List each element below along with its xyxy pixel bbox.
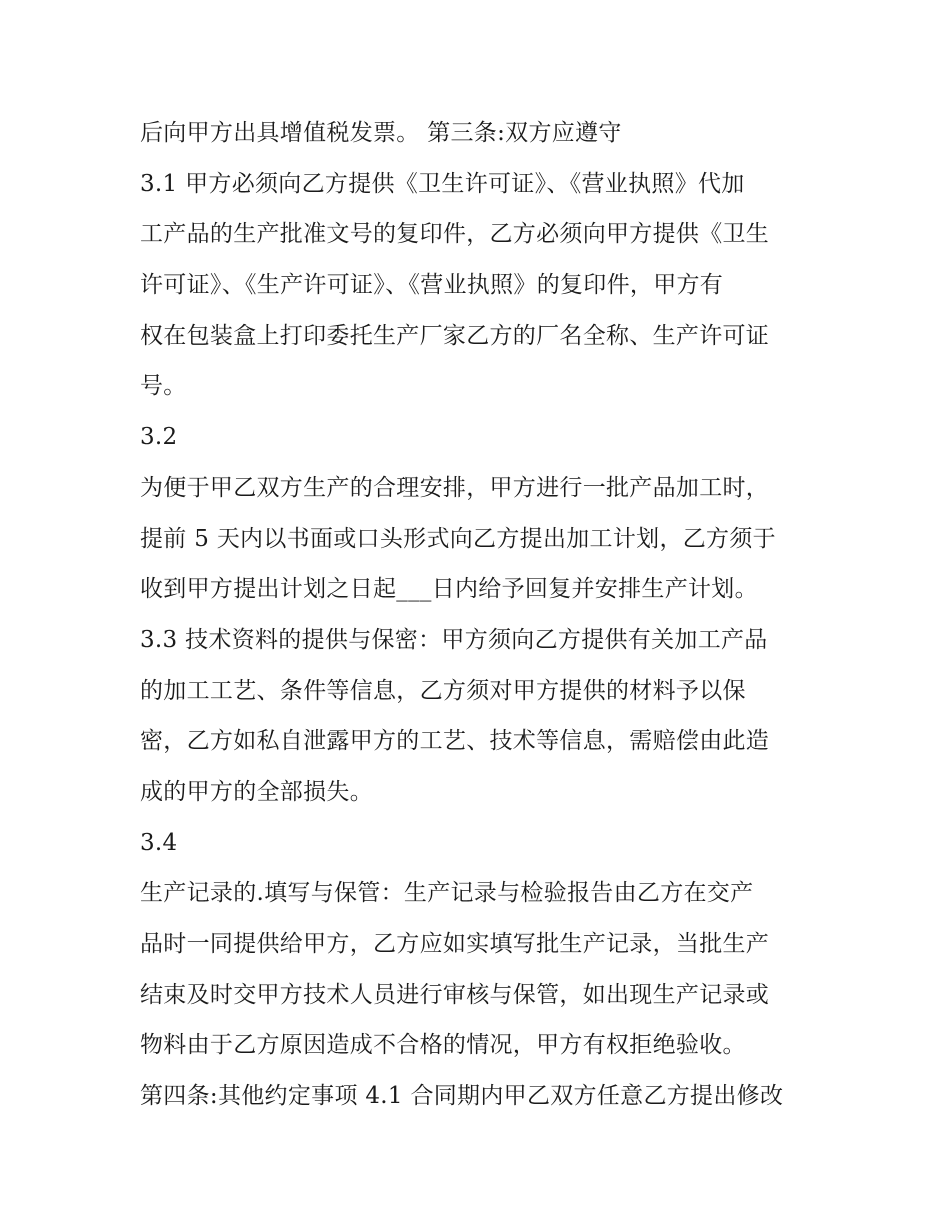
text-line: 第四条:其他约定事项 4.1 合同期内甲乙双方任意乙方提出修改 <box>140 1083 784 1110</box>
text-line: 品时一同提供给甲方，乙方应如实填写批生产记录，当批生产 <box>140 931 770 957</box>
text-line: 后向甲方出具增值税发票。 第三条:双方应遵守 <box>140 120 622 146</box>
text-line: 生产记录的.填写与保管：生产记录与检验报告由乙方在交产 <box>140 880 754 907</box>
text-line: 提前 5 天内以书面或口头形式向乙方提出加工计划，乙方须于 <box>140 525 776 552</box>
text-line: 号。 <box>140 373 187 400</box>
text-line: 权在包装盒上打印委托生产厂家乙方的厂名全称、生产许可证 <box>140 322 770 349</box>
text-line: 物料由于乙方原因造成不合格的情况，甲方有权拒绝验收。 <box>140 1032 746 1059</box>
text-line: 密，乙方如私自泄露甲方的工艺、技术等信息，需赔偿由此造 <box>140 728 770 755</box>
text-line: 收到甲方提出计划之日起___日内给予回复并安排生产计划。 <box>140 576 758 603</box>
document-body <box>140 108 820 1122</box>
text-line: 成的甲方的全部损失。 <box>140 778 373 805</box>
text-line: 3.4 <box>140 829 178 856</box>
text-line: 许可证》、《生产许可证》、《营业执照》的复印件，甲方有 <box>140 272 724 299</box>
text-line: 工产品的生产批准文号的复印件，乙方必须向甲方提供《卫生 <box>140 221 770 248</box>
text-line: 结束及时交甲方技术人员进行审核与保管，如出现生产记录或 <box>140 981 770 1008</box>
text-line: 为便于甲乙双方生产的合理安排，甲方进行一批产品加工时， <box>140 474 770 501</box>
text-line: 3.1 甲方必须向乙方提供《卫生许可证》、《营业执照》代加 <box>140 170 745 197</box>
text-line: 的加工工艺、条件等信息，乙方须对甲方提供的材料予以保 <box>140 677 746 704</box>
text-line: 3.3 技术资料的提供与保密：甲方须向乙方提供有关加工产品 <box>140 626 768 653</box>
text-line: 3.2 <box>140 424 178 451</box>
